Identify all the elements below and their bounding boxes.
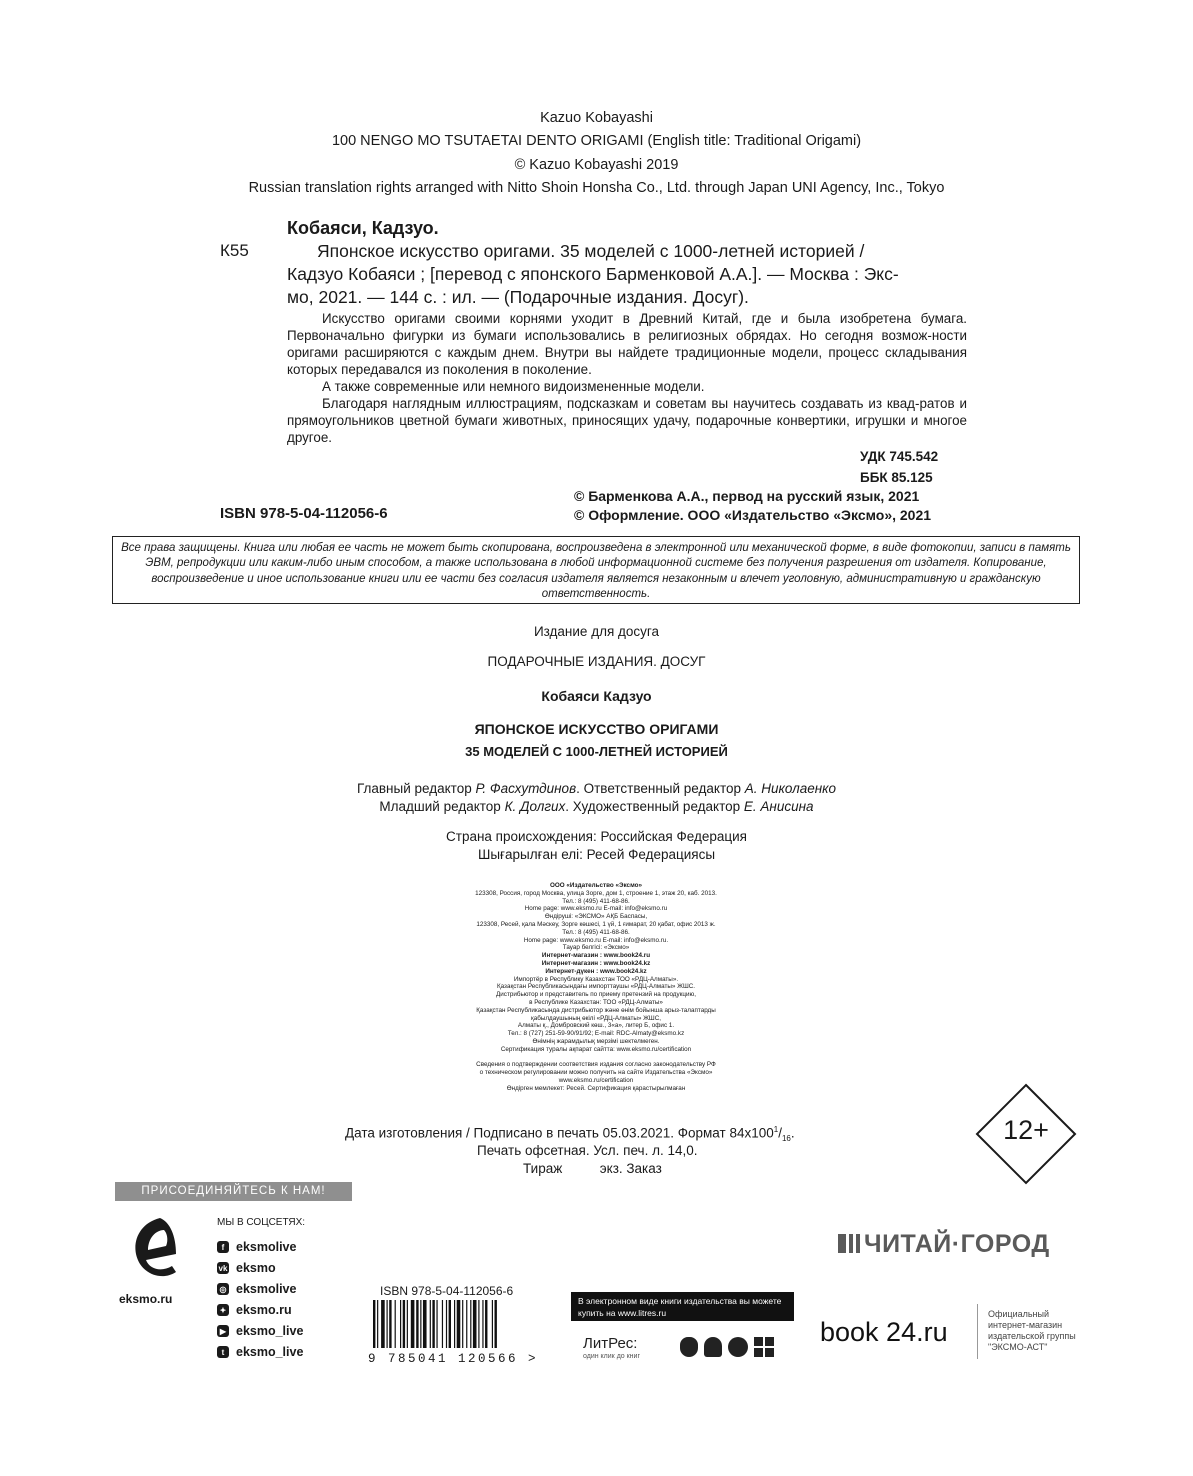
publisher-info-line: Home page: www.eksmo.ru E-mail: info@eksmo.ru. [523, 936, 669, 944]
country-of-origin-kz: Шығарылған елі: Ресей Федерациясы [477, 847, 716, 862]
barcode-bar [478, 1300, 479, 1348]
barcode-bar [454, 1300, 455, 1348]
barcode-bar [377, 1300, 378, 1348]
social-link [217, 1345, 303, 1359]
publisher-info-line [396, 1054, 796, 1062]
barcode [371, 1300, 539, 1348]
annotation-paragraph: А также современные или немного видоизмененные модели. [322, 379, 705, 394]
barcode-bar [430, 1300, 431, 1348]
eksmo-logo-icon [130, 1214, 180, 1291]
isbn: ISBN 978-5-04-112056-6 [220, 505, 388, 522]
barcode-bar [485, 1300, 487, 1348]
bbk-code: ББК 85.125 [860, 470, 933, 485]
social-link [217, 1282, 296, 1296]
barcode-digits: 9 785041 120566 > [368, 1352, 539, 1366]
youtube-icon: ▶ [217, 1325, 229, 1337]
official-store-line: издательской группы [988, 1331, 1076, 1341]
social-label: eksmolive [236, 1282, 297, 1296]
author-name-en: Kazuo Kobayashi [540, 110, 653, 126]
barcode-bar [432, 1300, 434, 1348]
series-name: ПОДАРОЧНЫЕ ИЗДАНИЯ. ДОСУГ [487, 654, 706, 669]
social-label: eksmo_live [236, 1324, 304, 1338]
publisher-info-line: Интернет-магазин : www.book24.ru [541, 952, 651, 960]
publisher-info-line: Қазақстан Республикасындағы импорттаушы «РДЦ-Алматы» ЖШС. [496, 983, 696, 991]
edition-type: Издание для досуга [533, 624, 660, 639]
imprint-subtitle: 35 МОДЕЛЕЙ С 1000-ЛЕТНЕЙ ИСТОРИЕЙ [465, 744, 728, 759]
vk-icon: vk [218, 1263, 228, 1273]
barcode-bar [373, 1300, 375, 1348]
translation-copyright: © Барменкова А.А., первод на русский язык, 2021 [574, 488, 920, 504]
publisher-info-line: қабылдаушының өкілі «РДЦ-Алматы» ЖШС, [530, 1014, 661, 1022]
barcode-bar [470, 1300, 471, 1348]
official-store-line: интернет-магазин [988, 1320, 1063, 1330]
publisher-info-line: Тауар белгісі: «Эксмо» [562, 944, 630, 952]
barcode-bar [473, 1300, 477, 1348]
publisher-info-line: ООО «Издательство «Эксмо» [549, 882, 642, 889]
publisher-info-line: Сертификация туралы ақпарат сайтта: www.eksmo.ru/certification [500, 1045, 692, 1053]
catalog-code: К55 [220, 241, 249, 260]
publisher-info-line: Интернет-магазин : www.book24.kz [541, 959, 651, 967]
barcode-bar [381, 1300, 385, 1348]
annotation-paragraph: Искусство оригами своими корнями уходит в Древний Китай, где и была изобретена бумага. Первоначально фигурки из бумаги использовались в религиозных обрядах. Но сегодня возмож-ности оригами расширяются с каждым днем. Внутри вы найдете традиционные модели, процесс складывания которых передавался из поколения в поколение. [287, 311, 967, 377]
twitter-icon: t [217, 1346, 229, 1358]
barcode-bar [436, 1300, 437, 1348]
publisher-info-line: Home page: www.eksmo.ru E-mail: info@eksmo.ru [524, 905, 668, 913]
annotation-paragraph: Благодаря наглядным иллюстрациям, подсказкам и советам вы научитесь создавать из квад-ратов и прямоугольников цветной бумаги животных, приносящих удачу, подарочные конвертики, игрушки и многое другое. [287, 396, 967, 445]
barcode-bar [492, 1300, 493, 1348]
editors-line2: Младший редактор К. Долгих. Художественный редактор Е. Анисина [379, 799, 814, 814]
barcode-bar [420, 1300, 421, 1348]
facebook-icon: f [217, 1241, 229, 1253]
litres-banner [571, 1292, 794, 1321]
publisher-info-line: Өнімнің жарамдылық мерзімі шектелмеген. [532, 1037, 660, 1045]
instagram-icon: ◎ [217, 1283, 229, 1295]
rights-notice: Все права защищены. Книга или любая ее часть не может быть скопирована, воспроизведена в электронной или механической форме, в виде фотокопии, записи в память ЭВМ, репродукции или каким-либо иным способом, а также использована в любой информационной системе без получения разрешения от издателя. Копирование, воспроизведение и иное использование книги или ее части без согласия издателя является незаконным и влечет уголовную, административную и гражданскую ответственность. [112, 536, 1080, 604]
social-link [217, 1303, 292, 1317]
barcode-bar [407, 1300, 408, 1348]
publisher-info-line: Алматы қ., Домбровский көш., 3«а», литер Б, офис 1. [517, 1022, 675, 1030]
publisher-info-line: о техническом регулировании можно получить на сайте Издательства «Эксмо» [479, 1069, 713, 1077]
chitai-gorod-logo-icon [838, 1234, 860, 1253]
publisher-info-line: Тел.: 8 (495) 411-68-86. [562, 928, 630, 936]
catalog-description [287, 240, 967, 309]
barcode-bar [482, 1300, 483, 1348]
litres-logo: ЛитРес: [583, 1335, 638, 1352]
litres-link: купить на www.litres.ru [578, 1308, 667, 1318]
social-title: МЫ В СОЦСЕТЯХ: [217, 1217, 306, 1228]
catalog-line2: Кадзуо Кобаяси ; [перевод с японского Барменковой А.А.]. — Москва : Экс- [287, 264, 899, 284]
barcode-bar [457, 1300, 461, 1348]
join-banner: ПРИСОЕДИНЯЙТЕСЬ К НАМ! [115, 1182, 352, 1201]
age-rating-badge [975, 1083, 1077, 1190]
platform-icons [680, 1337, 774, 1357]
catalog-line1: Японское искусство оригами. 35 моделей с 1000-летней историей / [317, 241, 865, 261]
publisher-info-line: Қазақстан Республикасында дистрибьютор және өнім бойынша арыз-талаптарды [476, 1006, 716, 1014]
original-copyright: © Kazuo Kobayashi 2019 [514, 157, 679, 173]
publisher-info [396, 882, 796, 1093]
original-title: 100 NENGO MO TSUTAETAI DENTO ORIGAMI (English title: Traditional Origami) [331, 133, 862, 149]
windows-icon [754, 1337, 774, 1357]
barcode-bar [449, 1300, 451, 1348]
social-label: eksmo.ru [236, 1303, 292, 1317]
catalog-line3: мо, 2021. — 144 с. : ил. — (Подарочные издания. Досуг). [287, 287, 749, 307]
barcode-bar [442, 1300, 443, 1348]
imprint-title: ЯПОНСКОЕ ИСКУССТВО ОРИГАМИ [474, 721, 719, 737]
publisher-info-line: 123308, Россия, город Москва, улица Зорге, дом 1, строение 1, этаж 20, каб. 2013. [475, 889, 717, 897]
publisher-info-line: в Республике Казахстан: ТОО «РДЦ-Алматы» [529, 998, 663, 1006]
publisher-info-line: www.eksmo.ru/certification [558, 1076, 634, 1084]
book24-logo: book 24.ru [820, 1317, 948, 1347]
social-link [217, 1324, 303, 1338]
official-store-note [988, 1309, 1076, 1353]
barcode-bar [400, 1300, 401, 1348]
publisher-info-line: Тел.: 8 (495) 411-68-86. [562, 897, 630, 905]
print-type: Печать офсетная. Усл. печ. л. 14,0. [477, 1143, 698, 1158]
annotation [287, 310, 967, 446]
editors-line1: Главный редактор Р. Фасхутдинов. Ответственный редактор А. Николаенко [356, 781, 837, 796]
barcode-bar [411, 1300, 415, 1348]
browser-icon [728, 1337, 748, 1357]
imprint-author: Кобаяси Кадзуо [541, 688, 652, 704]
publisher-info-line: Интернет-дүкен : www.book24.kz [545, 967, 647, 975]
translation-rights: Russian translation rights arranged with Nitto Shoin Honsha Co., Ltd. through Japan UNI Agency, Inc., Tokyo [248, 180, 945, 196]
barcode-bar [423, 1300, 427, 1348]
barcode-bar [446, 1300, 447, 1348]
barcode-isbn: ISBN 978-5-04-112056-6 [380, 1284, 514, 1298]
barcode-bar [403, 1300, 405, 1348]
litres-slogan: один клик до книг [583, 1353, 641, 1360]
udk-code: УДК 745.542 [860, 449, 939, 464]
publisher-info-line: Сведения о подтверждении соответствия издания согласно законодательству РФ [476, 1061, 716, 1069]
divider [977, 1304, 978, 1359]
ok-icon: ✦ [217, 1304, 229, 1316]
barcode-bar [387, 1300, 388, 1348]
barcode-bar [389, 1300, 391, 1348]
catalog-heading: Кобаяси, Кадзуо. [287, 218, 439, 238]
barcode-bar [416, 1300, 418, 1348]
publisher-info-line: 123308, Ресей, қала Мәскеу, Зорге көшесі, 1 үй, 1 ғимарат, 20 қабат, офис 2013 ж. [476, 920, 716, 928]
chitai-gorod-logo: ЧИТАЙ·ГОРОД [864, 1230, 1050, 1258]
social-label: eksmo_live [236, 1345, 304, 1359]
print-date-format: Дата изготовления / Подписано в печать 05.03.2021. Формат $84x100^1/_{16}$. [345, 1125, 795, 1144]
publisher-info-line: Өндірген мемлекет: Ресей. Сертификация қарастырылмаған [506, 1084, 686, 1092]
publisher-info-line: Импортёр в Республику Казахстан ТОО «РДЦ-Алматы». [513, 975, 679, 983]
print-run: Тираж экз. Заказ [523, 1161, 662, 1176]
social-label: eksmolive [236, 1240, 297, 1254]
social-link [217, 1261, 276, 1275]
apple-icon [680, 1337, 698, 1357]
official-store-line: "ЭКСМО-АСТ" [988, 1342, 1048, 1352]
country-of-origin: Страна происхождения: Российская Федерация [446, 829, 747, 844]
design-copyright: © Оформление. ООО «Издательство «Эксмо», 2021 [574, 507, 932, 523]
barcode-bar [395, 1300, 396, 1348]
official-store-line: Официальный [988, 1309, 1050, 1319]
eksmo-site: eksmo.ru [119, 1292, 173, 1306]
social-link [217, 1240, 296, 1254]
publisher-info-line: Тел.: 8 (727) 251-59-90/91/92; E-mail: RDC-Almaty@eksmo.kz [507, 1030, 685, 1038]
android-icon [704, 1337, 722, 1357]
age-rating: 12+ [1003, 1115, 1049, 1145]
barcode-bar [495, 1300, 497, 1348]
publisher-info-line: Дистрибьютор и представитель по приему претензий на продукцию, [496, 991, 696, 999]
publisher-info-line: Өндіруші: «ЭКСМО» АҚБ Баспасы, [544, 913, 648, 921]
barcode-bar [466, 1300, 467, 1348]
litres-text: В электронном виде книги издательства вы можете [578, 1296, 782, 1306]
social-label: eksmo [236, 1261, 276, 1275]
barcode-bar [462, 1300, 463, 1348]
